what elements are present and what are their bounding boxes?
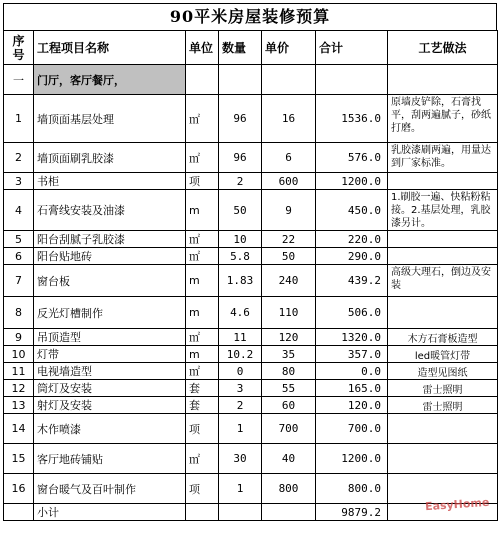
subtotal-row bbox=[4, 504, 498, 521]
subtotal-total: 9879.2 bbox=[316, 504, 388, 521]
subtotal-empty-seq bbox=[4, 504, 34, 521]
row-price: 40 bbox=[262, 444, 316, 474]
row-name: 射灯及安装 bbox=[34, 397, 186, 414]
row-seq: 6 bbox=[4, 248, 34, 265]
table-row bbox=[4, 173, 498, 190]
row-craft: 造型见图纸 bbox=[388, 363, 498, 380]
row-name: 石膏线安装及油漆 bbox=[34, 190, 186, 231]
row-craft: 乳胶漆刷两遍，用量达到厂家标准。 bbox=[388, 143, 498, 173]
row-unit: 项 bbox=[186, 173, 219, 190]
table-row bbox=[4, 329, 498, 346]
row-craft: 雷士照明 bbox=[388, 380, 498, 397]
row-unit: 项 bbox=[186, 414, 219, 444]
row-qty: 2 bbox=[219, 173, 262, 190]
row-price: 6 bbox=[262, 143, 316, 173]
subtotal-empty-price bbox=[262, 504, 316, 521]
header-price: 单价 bbox=[262, 31, 316, 65]
row-total: 1536.0 bbox=[316, 95, 388, 143]
section-empty-craft bbox=[388, 65, 498, 95]
row-craft bbox=[388, 231, 498, 248]
subtotal-empty-unit bbox=[186, 504, 219, 521]
header-unit: 单位 bbox=[186, 31, 219, 65]
row-total: 0.0 bbox=[316, 363, 388, 380]
row-name: 阳台刮腻子乳胶漆 bbox=[34, 231, 186, 248]
row-craft: 木方石膏板造型 bbox=[388, 329, 498, 346]
header-total: 合计 bbox=[316, 31, 388, 65]
row-total: 450.0 bbox=[316, 190, 388, 231]
header-name: 工程项目名称 bbox=[34, 31, 186, 65]
row-craft bbox=[388, 414, 498, 444]
subtotal-label: 小计 bbox=[34, 504, 186, 521]
row-unit: m bbox=[186, 346, 219, 363]
table-row bbox=[4, 444, 498, 474]
row-unit: ㎡ bbox=[186, 95, 219, 143]
row-seq: 2 bbox=[4, 143, 34, 173]
row-price: 35 bbox=[262, 346, 316, 363]
row-craft: 原墙皮铲除，石膏找平，刮两遍腻子，砂纸打磨。 bbox=[388, 95, 498, 143]
row-craft: 高级大理石，倒边及安装 bbox=[388, 265, 498, 297]
table-row bbox=[4, 143, 498, 173]
row-price: 600 bbox=[262, 173, 316, 190]
row-qty: 2 bbox=[219, 397, 262, 414]
budget-sheet bbox=[3, 3, 497, 521]
row-name: 木作喷漆 bbox=[34, 414, 186, 444]
row-qty: 96 bbox=[219, 143, 262, 173]
section-empty-total bbox=[316, 65, 388, 95]
row-qty: 10.2 bbox=[219, 346, 262, 363]
watermark-logo: EasyHome bbox=[424, 495, 490, 514]
row-unit: 套 bbox=[186, 397, 219, 414]
table-row bbox=[4, 380, 498, 397]
row-seq: 12 bbox=[4, 380, 34, 397]
row-seq: 11 bbox=[4, 363, 34, 380]
row-name: 窗台板 bbox=[34, 265, 186, 297]
row-total: 506.0 bbox=[316, 297, 388, 329]
row-price: 120 bbox=[262, 329, 316, 346]
row-craft: 1.刷胶一遍、快粘粉粘接。2.基层处理，乳胶漆另计。 bbox=[388, 190, 498, 231]
table-row bbox=[4, 231, 498, 248]
row-unit: m bbox=[186, 190, 219, 231]
section-empty-qty bbox=[219, 65, 262, 95]
row-unit: m bbox=[186, 265, 219, 297]
row-seq: 4 bbox=[4, 190, 34, 231]
row-total: 165.0 bbox=[316, 380, 388, 397]
table-row bbox=[4, 346, 498, 363]
header-seq: 序号 bbox=[4, 31, 34, 65]
row-price: 60 bbox=[262, 397, 316, 414]
row-total: 120.0 bbox=[316, 397, 388, 414]
row-seq: 9 bbox=[4, 329, 34, 346]
row-name: 墙顶面刷乳胶漆 bbox=[34, 143, 186, 173]
header-row bbox=[4, 31, 498, 65]
table-row bbox=[4, 265, 498, 297]
row-price: 16 bbox=[262, 95, 316, 143]
section-row bbox=[4, 65, 498, 95]
row-unit: ㎡ bbox=[186, 248, 219, 265]
row-price: 110 bbox=[262, 297, 316, 329]
row-unit: ㎡ bbox=[186, 363, 219, 380]
row-craft bbox=[388, 248, 498, 265]
row-price: 80 bbox=[262, 363, 316, 380]
row-craft bbox=[388, 297, 498, 329]
section-empty-unit bbox=[186, 65, 219, 95]
row-seq: 8 bbox=[4, 297, 34, 329]
row-price: 800 bbox=[262, 474, 316, 504]
row-price: 22 bbox=[262, 231, 316, 248]
row-name: 墙顶面基层处理 bbox=[34, 95, 186, 143]
row-seq: 14 bbox=[4, 414, 34, 444]
row-qty: 11 bbox=[219, 329, 262, 346]
header-craft: 工艺做法 bbox=[388, 31, 498, 65]
row-unit: ㎡ bbox=[186, 329, 219, 346]
table-row bbox=[4, 474, 498, 504]
row-qty: 10 bbox=[219, 231, 262, 248]
row-total: 1320.0 bbox=[316, 329, 388, 346]
row-seq: 3 bbox=[4, 173, 34, 190]
row-craft bbox=[388, 173, 498, 190]
row-seq: 10 bbox=[4, 346, 34, 363]
row-qty: 30 bbox=[219, 444, 262, 474]
section-name: 门厅，客厅餐厅， bbox=[34, 65, 186, 95]
row-price: 700 bbox=[262, 414, 316, 444]
row-qty: 3 bbox=[219, 380, 262, 397]
row-qty: 1.83 bbox=[219, 265, 262, 297]
section-empty-price bbox=[262, 65, 316, 95]
row-seq: 7 bbox=[4, 265, 34, 297]
row-qty: 1 bbox=[219, 474, 262, 504]
subtotal-empty-qty bbox=[219, 504, 262, 521]
row-seq: 13 bbox=[4, 397, 34, 414]
row-craft: 雷士照明 bbox=[388, 397, 498, 414]
row-name: 吊顶造型 bbox=[34, 329, 186, 346]
budget-table bbox=[3, 30, 498, 521]
row-qty: 96 bbox=[219, 95, 262, 143]
header-qty: 数量 bbox=[219, 31, 262, 65]
row-name: 电视墙造型 bbox=[34, 363, 186, 380]
row-qty: 1 bbox=[219, 414, 262, 444]
row-unit: ㎡ bbox=[186, 143, 219, 173]
row-price: 9 bbox=[262, 190, 316, 231]
row-unit: ㎡ bbox=[186, 231, 219, 248]
row-qty: 4.6 bbox=[219, 297, 262, 329]
row-price: 240 bbox=[262, 265, 316, 297]
row-price: 50 bbox=[262, 248, 316, 265]
row-total: 1200.0 bbox=[316, 173, 388, 190]
row-unit: m bbox=[186, 297, 219, 329]
sheet-title: 90平米房屋装修预算 bbox=[3, 3, 497, 30]
row-name: 窗台暖气及百叶制作 bbox=[34, 474, 186, 504]
row-name: 筒灯及安装 bbox=[34, 380, 186, 397]
row-name: 客厅地砖铺贴 bbox=[34, 444, 186, 474]
row-total: 800.0 bbox=[316, 474, 388, 504]
row-total: 439.2 bbox=[316, 265, 388, 297]
table-row bbox=[4, 363, 498, 380]
row-craft: led暖管灯带 bbox=[388, 346, 498, 363]
row-total: 290.0 bbox=[316, 248, 388, 265]
row-total: 576.0 bbox=[316, 143, 388, 173]
table-row bbox=[4, 297, 498, 329]
row-name: 反光灯槽制作 bbox=[34, 297, 186, 329]
table-row bbox=[4, 190, 498, 231]
table-row bbox=[4, 397, 498, 414]
row-qty: 0 bbox=[219, 363, 262, 380]
row-total: 357.0 bbox=[316, 346, 388, 363]
row-seq: 16 bbox=[4, 474, 34, 504]
row-price: 55 bbox=[262, 380, 316, 397]
row-seq: 5 bbox=[4, 231, 34, 248]
table-row bbox=[4, 414, 498, 444]
row-qty: 50 bbox=[219, 190, 262, 231]
row-total: 700.0 bbox=[316, 414, 388, 444]
table-row bbox=[4, 248, 498, 265]
row-seq: 1 bbox=[4, 95, 34, 143]
row-name: 灯带 bbox=[34, 346, 186, 363]
row-name: 阳台贴地砖 bbox=[34, 248, 186, 265]
row-craft bbox=[388, 444, 498, 474]
row-unit: 套 bbox=[186, 380, 219, 397]
row-unit: 项 bbox=[186, 474, 219, 504]
row-name: 书柜 bbox=[34, 173, 186, 190]
table-row bbox=[4, 95, 498, 143]
section-seq: 一 bbox=[4, 65, 34, 95]
row-total: 1200.0 bbox=[316, 444, 388, 474]
row-seq: 15 bbox=[4, 444, 34, 474]
row-total: 220.0 bbox=[316, 231, 388, 248]
row-unit: ㎡ bbox=[186, 444, 219, 474]
row-qty: 5.8 bbox=[219, 248, 262, 265]
